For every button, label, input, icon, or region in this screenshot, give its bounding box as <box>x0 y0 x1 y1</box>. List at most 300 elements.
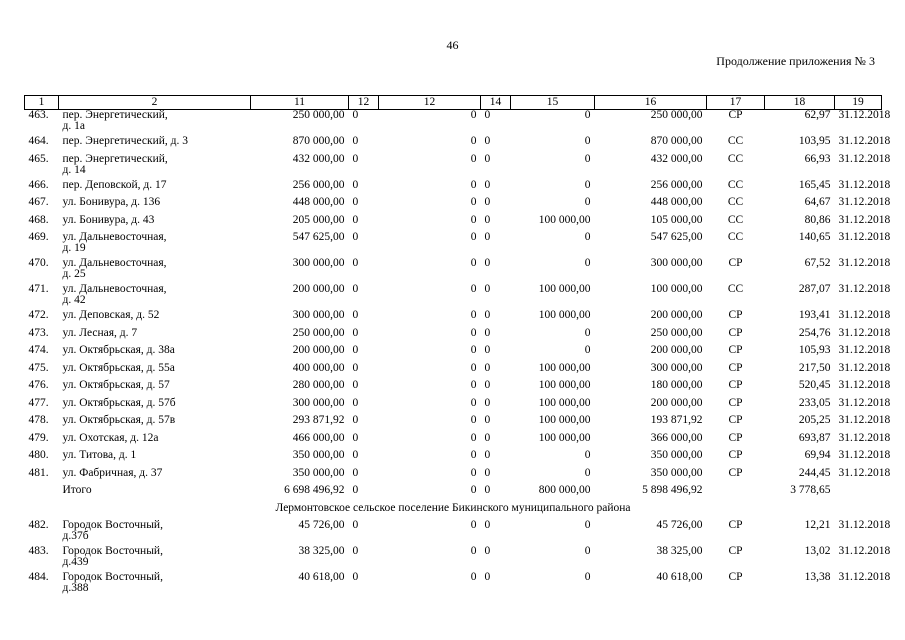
cell-col11: 448 000,00 <box>292 196 345 208</box>
cell-col16: 100 000,00 <box>650 283 703 295</box>
cell-col11: 432 000,00 <box>292 152 345 165</box>
col-header: 18 <box>765 96 835 110</box>
total-col17 <box>707 485 765 503</box>
cell-col11: 350 000,00 <box>292 466 345 479</box>
cell-col16: 180 000,00 <box>650 379 703 391</box>
cell-col18: 205,25 <box>798 414 831 426</box>
cell-col19: 31.12.2018 <box>838 196 891 208</box>
table-row <box>25 433 882 451</box>
cell-number: 477. <box>28 396 49 409</box>
cell-col14: 0 <box>484 379 491 391</box>
cell-col16: 250 000,00 <box>650 109 703 121</box>
cell-col16: 870 000,00 <box>650 135 703 147</box>
cell-col12a: 0 <box>352 109 359 121</box>
cell-col12b: 0 <box>470 361 477 374</box>
table-row <box>25 284 882 310</box>
cell-col16: 256 000,00 <box>650 178 703 191</box>
cell-col12b: 0 <box>470 449 477 461</box>
cell-col19: 31.12.2018 <box>838 257 891 269</box>
cell-col18: 64,67 <box>804 196 831 208</box>
cell-number: 464. <box>28 135 49 147</box>
cell-col11: 300 000,00 <box>292 309 345 321</box>
cell-col11: 205 000,00 <box>292 213 345 226</box>
cell-number: 469. <box>28 231 49 243</box>
cell-col16: 200 000,00 <box>650 309 703 321</box>
total-col12b: 0 <box>470 484 477 496</box>
cell-col12a: 0 <box>352 518 359 531</box>
cell-col15: 0 <box>584 178 591 191</box>
cell-col15: 0 <box>584 326 591 339</box>
cell-col12b: 0 <box>470 466 477 479</box>
total-col16: 5 898 496,92 <box>642 484 703 496</box>
cell-col17: СР <box>728 414 743 426</box>
cell-col12b: 0 <box>470 178 477 191</box>
address-line: д. 1а <box>62 120 85 132</box>
cell-col12b: 0 <box>470 431 477 444</box>
cell-col19: 31.12.2018 <box>838 213 891 226</box>
cell-col17: СР <box>728 361 743 374</box>
cell-col15: 100 000,00 <box>538 414 591 426</box>
cell-col16: 105 000,00 <box>650 213 703 226</box>
cell-col17: СС <box>727 178 744 191</box>
address-line: д. 42 <box>62 294 86 306</box>
cell-col14: 0 <box>484 344 491 356</box>
table-row <box>25 232 882 258</box>
cell-col14: 0 <box>484 283 491 295</box>
cell-col18: 13,38 <box>804 570 831 583</box>
cell-col14: 0 <box>484 414 491 426</box>
address-line: д.388 <box>62 581 89 594</box>
cell-col14: 0 <box>484 361 491 374</box>
cell-col17: СС <box>727 231 744 243</box>
cell-col11: 250 000,00 <box>292 109 345 121</box>
address-line: пер. Энергетический, <box>62 109 168 121</box>
cell-col15: 0 <box>584 449 591 461</box>
cell-col14: 0 <box>484 109 491 121</box>
cell-col15: 0 <box>584 231 591 243</box>
total-col12a: 0 <box>352 484 359 496</box>
cell-col18: 67,52 <box>804 257 831 269</box>
address-line: ул. Октябрьская, д. 57в <box>62 414 176 426</box>
cell-col17: СР <box>728 379 743 391</box>
address-line: Городок Восточный, <box>62 544 163 557</box>
table-row <box>25 136 882 154</box>
cell-col16: 200 000,00 <box>650 396 703 409</box>
address-line: пер. Энергетический, д. 3 <box>62 135 188 147</box>
address-line: ул. Титова, д. 1 <box>62 449 137 461</box>
address-line: ул. Октябрьская, д. 57б <box>62 396 176 409</box>
cell-col17: СР <box>728 326 743 339</box>
cell-col11: 350 000,00 <box>292 449 345 461</box>
cell-col12b: 0 <box>470 152 477 165</box>
cell-col19: 31.12.2018 <box>838 544 891 557</box>
table-row <box>25 380 882 398</box>
cell-col18: 13,02 <box>804 544 831 557</box>
cell-col14: 0 <box>484 449 491 461</box>
table-row <box>25 468 882 486</box>
cell-col12a: 0 <box>352 231 359 243</box>
cell-col18: 233,05 <box>798 396 831 409</box>
table-header <box>25 96 882 110</box>
cell-col12a: 0 <box>352 309 359 321</box>
cell-address <box>59 572 251 598</box>
cell-col14: 0 <box>484 466 491 479</box>
table-row <box>25 154 882 180</box>
cell-col16: 300 000,00 <box>650 257 703 269</box>
address-line: д.37б <box>62 529 89 542</box>
total-col19 <box>835 485 882 503</box>
cell-number: 478. <box>28 414 49 426</box>
address-line: пер. Деповской, д. 17 <box>62 178 167 191</box>
cell-col15: 100 000,00 <box>538 213 591 226</box>
cell-col19: 31.12.2018 <box>838 283 891 295</box>
cell-col12b: 0 <box>470 570 477 583</box>
cell-address <box>59 215 251 233</box>
cell-col12b: 0 <box>470 344 477 356</box>
cell-number: 467. <box>28 196 49 208</box>
address-line: ул. Дальневосточная, <box>62 257 167 269</box>
cell-col12b: 0 <box>470 544 477 557</box>
cell-col18: 105,93 <box>798 344 831 356</box>
cell-col12a: 0 <box>352 396 359 409</box>
cell-col11: 400 000,00 <box>292 361 345 374</box>
address-line: д. 14 <box>62 163 86 176</box>
cell-col17: СР <box>728 109 743 121</box>
cell-col14: 0 <box>484 326 491 339</box>
register-table <box>24 95 891 598</box>
cell-col12b: 0 <box>470 231 477 243</box>
cell-col19: 31.12.2018 <box>838 449 891 461</box>
cell-col19: 31.12.2018 <box>838 135 891 147</box>
cell-number: 480. <box>28 449 49 461</box>
appendix-note: Продолжение приложения № 3 <box>716 54 875 68</box>
cell-col12a: 0 <box>352 178 359 191</box>
cell-col12a: 0 <box>352 283 359 295</box>
address-line: ул. Бонивура, д. 43 <box>62 213 155 226</box>
cell-col11: 300 000,00 <box>292 257 345 269</box>
cell-col12a: 0 <box>352 152 359 165</box>
cell-col11: 870 000,00 <box>292 135 345 147</box>
cell-col17: СС <box>727 196 744 208</box>
cell-number: 463. <box>28 109 49 121</box>
cell-col11: 256 000,00 <box>292 178 345 191</box>
cell-number: 472. <box>28 309 49 321</box>
cell-col15: 0 <box>584 344 591 356</box>
cell-col11: 466 000,00 <box>292 431 345 444</box>
cell-number: 474. <box>28 344 49 356</box>
cell-col19: 31.12.2018 <box>838 396 891 409</box>
cell-col19: 31.12.2018 <box>838 570 891 583</box>
cell-col11: 45 726,00 <box>298 518 345 531</box>
cell-number: 483. <box>28 544 49 557</box>
cell-col11: 293 871,92 <box>292 414 345 426</box>
col-header: 16 <box>595 96 707 110</box>
total-col14: 0 <box>484 484 491 496</box>
col-header: 19 <box>835 96 882 110</box>
cell-address <box>59 450 251 468</box>
cell-col12a: 0 <box>352 449 359 461</box>
cell-col14: 0 <box>484 396 491 409</box>
cell-number: 473. <box>28 326 49 339</box>
cell-col16: 250 000,00 <box>650 326 703 339</box>
address-line: ул. Дальневосточная, <box>62 231 167 243</box>
cell-col16: 200 000,00 <box>650 344 703 356</box>
address-line: ул. Лесная, д. 7 <box>62 326 138 339</box>
cell-col14: 0 <box>484 231 491 243</box>
cell-col19: 31.12.2018 <box>838 309 891 321</box>
cell-col19: 31.12.2018 <box>838 109 891 121</box>
table-row <box>25 215 882 233</box>
cell-col15: 100 000,00 <box>538 309 591 321</box>
col-header: 15 <box>511 96 595 110</box>
cell-col15: 0 <box>584 466 591 479</box>
cell-col12a: 0 <box>352 570 359 583</box>
cell-address <box>59 345 251 363</box>
total-col11: 6 698 496,92 <box>284 484 345 496</box>
table-row <box>25 258 882 284</box>
cell-col16: 350 000,00 <box>650 466 703 479</box>
cell-col11: 200 000,00 <box>292 283 345 295</box>
cell-col17: СР <box>728 466 743 479</box>
cell-col19: 31.12.2018 <box>838 361 891 374</box>
cell-col18: 287,07 <box>798 283 831 295</box>
cell-number: 484. <box>28 570 49 583</box>
cell-col19: 31.12.2018 <box>838 326 891 339</box>
address-line: ул. Октябрьская, д. 38а <box>62 344 175 356</box>
cell-col17: СР <box>728 570 743 583</box>
cell-col19: 31.12.2018 <box>838 466 891 479</box>
table-body <box>25 109 891 598</box>
cell-number: 475. <box>28 361 49 374</box>
table-row <box>25 572 882 598</box>
cell-col15: 100 000,00 <box>538 283 591 295</box>
cell-col18: 165,45 <box>798 178 831 191</box>
cell-col14: 0 <box>484 152 491 165</box>
cell-col19: 31.12.2018 <box>838 344 891 356</box>
col-header: 14 <box>481 96 511 110</box>
col-header: 1 <box>25 96 59 110</box>
cell-col12b: 0 <box>470 379 477 391</box>
cell-col15: 0 <box>584 135 591 147</box>
cell-col17: СР <box>728 518 743 531</box>
cell-col16: 40 618,00 <box>656 570 703 583</box>
cell-col12b: 0 <box>470 257 477 269</box>
cell-col18: 140,65 <box>798 231 831 243</box>
cell-number: 482. <box>28 518 49 531</box>
cell-address <box>59 110 251 137</box>
section-row <box>25 503 882 520</box>
cell-col12a: 0 <box>352 361 359 374</box>
cell-col14: 0 <box>484 178 491 191</box>
address-line: ул. Дальневосточная, <box>62 283 167 295</box>
cell-col15: 0 <box>584 518 591 531</box>
cell-col12a: 0 <box>352 326 359 339</box>
cell-col12a: 0 <box>352 379 359 391</box>
cell-address <box>59 380 251 398</box>
cell-col16: 300 000,00 <box>650 361 703 374</box>
cell-col18: 254,76 <box>798 326 831 339</box>
cell-col12b: 0 <box>470 414 477 426</box>
cell-col15: 0 <box>584 544 591 557</box>
cell-col12b: 0 <box>470 213 477 226</box>
cell-col14: 0 <box>484 570 491 583</box>
cell-col19: 31.12.2018 <box>838 178 891 191</box>
header-row <box>25 96 882 110</box>
cell-address <box>59 154 251 180</box>
cell-col15: 100 000,00 <box>538 379 591 391</box>
cell-col15: 0 <box>584 257 591 269</box>
cell-col15: 0 <box>584 570 591 583</box>
cell-address <box>59 433 251 451</box>
cell-col19: 31.12.2018 <box>838 152 891 165</box>
cell-col15: 100 000,00 <box>538 431 591 444</box>
page-number: 46 <box>446 38 459 52</box>
cell-address <box>59 398 251 416</box>
cell-number: 479. <box>28 431 49 444</box>
address-line: ул. Охотская, д. 12а <box>62 431 159 444</box>
address-line: ул. Октябрьская, д. 55а <box>62 361 175 374</box>
cell-col15: 0 <box>584 109 591 121</box>
cell-number: 476. <box>28 379 49 391</box>
cell-col12b: 0 <box>470 396 477 409</box>
cell-col16: 350 000,00 <box>650 449 703 461</box>
cell-col18: 520,45 <box>798 379 831 391</box>
cell-col11: 547 625,00 <box>292 231 345 243</box>
cell-col17: СС <box>727 213 744 226</box>
cell-col14: 0 <box>484 309 491 321</box>
address-line: д. 25 <box>62 268 86 280</box>
cell-col11: 300 000,00 <box>292 396 345 409</box>
cell-col12a: 0 <box>352 213 359 226</box>
section-title: Лермонтовское сельское поселение Бикинского муниципального района <box>275 501 631 514</box>
cell-col14: 0 <box>484 135 491 147</box>
cell-col14: 0 <box>484 544 491 557</box>
col-header: 12 <box>379 96 481 110</box>
cell-col11: 38 325,00 <box>298 544 345 557</box>
table-row <box>25 546 882 572</box>
cell-col18: 12,21 <box>804 518 831 531</box>
cell-col11: 40 618,00 <box>298 570 345 583</box>
cell-col16: 193 871,92 <box>650 414 703 426</box>
cell-col16: 366 000,00 <box>650 431 703 444</box>
cell-address <box>59 258 251 284</box>
address-line: ул. Деповская, д. 52 <box>62 309 160 321</box>
cell-col18: 62,97 <box>804 109 831 121</box>
cell-col15: 100 000,00 <box>538 396 591 409</box>
table-row <box>25 110 882 137</box>
cell-address <box>59 136 251 154</box>
cell-col17: СР <box>728 344 743 356</box>
cell-col18: 193,41 <box>798 309 831 321</box>
cell-col12a: 0 <box>352 544 359 557</box>
table-row <box>25 345 882 363</box>
table-row <box>25 310 882 328</box>
cell-col18: 66,93 <box>804 152 831 165</box>
cell-address <box>59 415 251 433</box>
cell-col12b: 0 <box>470 196 477 208</box>
cell-col18: 693,87 <box>798 431 831 444</box>
cell-col12a: 0 <box>352 257 359 269</box>
address-line: ул. Фабричная, д. 37 <box>62 466 163 479</box>
cell-col11: 280 000,00 <box>292 379 345 391</box>
cell-col11: 250 000,00 <box>292 326 345 339</box>
table-row <box>25 363 882 381</box>
cell-col12b: 0 <box>470 309 477 321</box>
cell-col18: 69,94 <box>804 449 831 461</box>
table-row <box>25 328 882 346</box>
cell-col12a: 0 <box>352 344 359 356</box>
cell-col12b: 0 <box>470 135 477 147</box>
cell-col17: СР <box>728 257 743 269</box>
cell-col18: 103,95 <box>798 135 831 147</box>
address-line: д. 19 <box>62 242 86 254</box>
cell-address <box>59 310 251 328</box>
cell-col12a: 0 <box>352 431 359 444</box>
cell-address <box>59 197 251 215</box>
cell-address <box>59 232 251 258</box>
cell-number: 470. <box>28 257 49 269</box>
total-col15: 800 000,00 <box>538 484 591 496</box>
table-row <box>25 520 882 546</box>
cell-col14: 0 <box>484 257 491 269</box>
address-line: Городок Восточный, <box>62 570 163 583</box>
cell-col17: СР <box>728 309 743 321</box>
cell-col14: 0 <box>484 518 491 531</box>
cell-col18: 80,86 <box>804 213 831 226</box>
cell-col14: 0 <box>484 196 491 208</box>
table-row <box>25 450 882 468</box>
cell-col18: 244,45 <box>798 466 831 479</box>
address-line: ул. Октябрьская, д. 57 <box>62 379 170 391</box>
cell-number: 471. <box>28 283 49 295</box>
cell-col12a: 0 <box>352 466 359 479</box>
cell-number: 468. <box>28 213 49 226</box>
cell-number: 466. <box>28 178 49 191</box>
cell-address <box>59 546 251 572</box>
address-line: Городок Восточный, <box>62 518 163 531</box>
col-header: 2 <box>59 96 251 110</box>
cell-col17: СР <box>728 449 743 461</box>
col-header: 17 <box>707 96 765 110</box>
cell-col12b: 0 <box>470 326 477 339</box>
cell-col15: 0 <box>584 196 591 208</box>
cell-col16: 448 000,00 <box>650 196 703 208</box>
address-line: д.439 <box>62 555 89 568</box>
cell-col19: 31.12.2018 <box>838 414 891 426</box>
cell-col18: 217,50 <box>798 361 831 374</box>
cell-col17: СР <box>728 431 743 444</box>
cell-col17: СС <box>727 135 744 147</box>
cell-col19: 31.12.2018 <box>838 431 891 444</box>
cell-address <box>59 468 251 486</box>
total-col18: 3 778,65 <box>790 484 831 496</box>
cell-col17: СС <box>727 283 744 295</box>
cell-col19: 31.12.2018 <box>838 379 891 391</box>
cell-col16: 547 625,00 <box>650 231 703 243</box>
table-row <box>25 398 882 416</box>
cell-col16: 38 325,00 <box>656 544 703 557</box>
cell-col12a: 0 <box>352 414 359 426</box>
address-line: ул. Бонивура, д. 136 <box>62 196 161 208</box>
cell-col17: СР <box>728 396 743 409</box>
table-row <box>25 415 882 433</box>
total-label: Итого <box>62 484 92 496</box>
cell-col12b: 0 <box>470 518 477 531</box>
cell-address <box>59 180 251 198</box>
cell-address <box>59 520 251 546</box>
cell-col12a: 0 <box>352 196 359 208</box>
col-header: 11 <box>251 96 349 110</box>
